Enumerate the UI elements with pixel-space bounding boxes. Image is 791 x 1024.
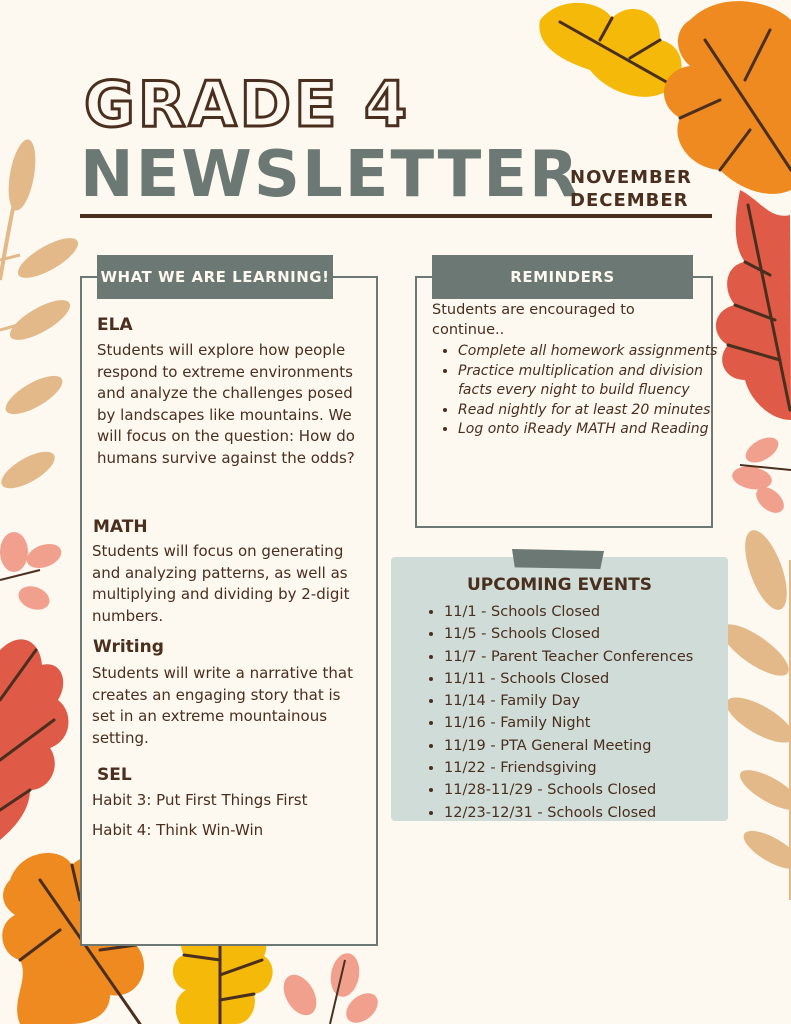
list-item: • Log onto iReady MATH and Reading	[458, 420, 726, 440]
list-item: • 11/28-11/29 - Schools Closed	[444, 779, 744, 801]
month-november: NOVEMBER	[570, 167, 692, 188]
learning-heading: WHAT WE ARE LEARNING!	[97, 255, 333, 299]
events-list	[420, 601, 744, 824]
pink-leaf-bottom-icon	[277, 951, 384, 1024]
list-item: • 11/5 - Schools Closed	[444, 623, 744, 645]
month-range	[570, 166, 692, 212]
list-item: • 11/22 - Friendsgiving	[444, 757, 744, 779]
sel-habit-3: Habit 3: Put First Things First	[92, 791, 308, 809]
reminders-heading: REMINDERS	[432, 255, 693, 299]
pink-leaf-cluster-icon	[730, 432, 791, 518]
tan-leaf-branch-left-icon	[0, 137, 83, 495]
writing-heading: Writing	[93, 637, 164, 657]
list-item: • Read nightly for at least 20 minutes	[458, 401, 726, 421]
math-text: Students will focus on generating and analyzing patterns, as well as multiplying and dividing by 2-digit numbers.	[92, 542, 350, 625]
ela-heading: ELA	[97, 315, 133, 335]
ela-text: Students will explore how people respond to extreme environments and analyze the challenges posed by landscapes like mountains. We will focus on the question: How do humans survive against the odds?	[97, 341, 355, 467]
title-grade: GRADE 4	[84, 68, 411, 141]
list-item: • 11/11 - Schools Closed	[444, 668, 744, 690]
pink-leaf-left-icon	[0, 532, 65, 614]
tape-decoration	[512, 549, 604, 569]
red-maple-leaf-left-icon	[0, 639, 68, 840]
list-item: • 11/16 - Family Night	[444, 712, 744, 734]
writing-text: Students will write a narrative that creates an engaging story that is set in an extreme mountainous setting.	[92, 664, 353, 747]
list-item: • 11/19 - PTA General Meeting	[444, 735, 744, 757]
list-item: • Practice multiplication and division facts every night to build fluency	[458, 362, 726, 401]
sel-heading: SEL	[97, 765, 132, 785]
reminders-list	[434, 342, 726, 440]
sel-habit-4: Habit 4: Think Win-Win	[92, 821, 264, 839]
list-item: • 11/14 - Family Day	[444, 690, 744, 712]
math-heading: MATH	[93, 517, 148, 537]
title-newsletter: NEWSLETTER	[80, 138, 581, 212]
list-item: • 12/23-12/31 - Schools Closed	[444, 802, 744, 824]
yellow-oak-leaf-icon	[539, 3, 681, 97]
reminders-intro: Students are encouraged to continue..	[432, 302, 635, 338]
header-divider	[80, 214, 712, 218]
list-item: • 11/7 - Parent Teacher Conferences	[444, 646, 744, 668]
orange-oak-leaf-icon	[664, 1, 791, 194]
red-maple-leaf-icon	[716, 190, 791, 420]
events-heading: UPCOMING EVENTS	[467, 575, 652, 595]
list-item: • Complete all homework assignments	[458, 342, 726, 362]
list-item: • 11/1 - Schools Closed	[444, 601, 744, 623]
month-december: DECEMBER	[570, 190, 689, 211]
